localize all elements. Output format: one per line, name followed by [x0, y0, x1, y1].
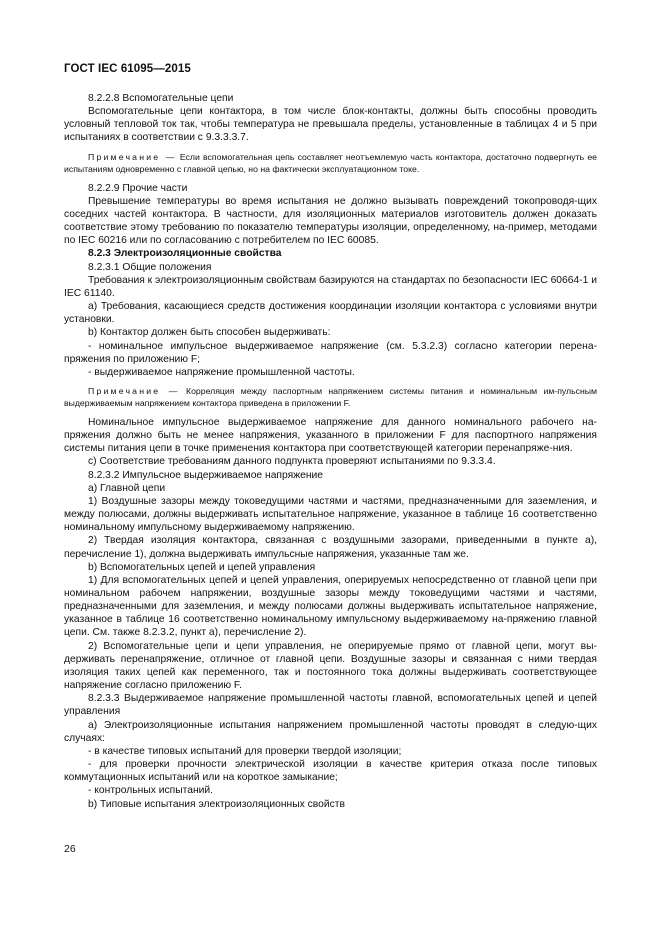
- note-text: Корреляция между паспортным напряжением системы питания и номинальным им-пульсным выдерживаемым напряжением контактора приведена в приложении F.: [64, 385, 598, 408]
- section-heading: 8.2.2.9 Прочие части: [88, 182, 188, 194]
- subsection-heading: a) Главной цепи: [88, 482, 166, 494]
- paragraph: c) Соответствие требованиям данного подпункта проверяют испытаниями по 9.3.3.4.: [88, 456, 496, 468]
- section-heading: 8.2.2.8 Вспомогательные цепи: [88, 93, 234, 104]
- note: [64, 385, 597, 409]
- list-item: - для проверки прочности электрической изоляции в качестве критерия отказа после типовых коммутационных испытаний или на короткое замыкание;: [64, 759, 597, 784]
- note-label: Примечание —: [88, 151, 177, 162]
- paragraph: 1) Для вспомогательных цепей и цепей управления, оперируемых непосредственно от главной цепи при номинальном рабочем напряжении, воздушные зазоры между токоведущими частями и частями, предназначенными для заземления, и между полюсами должны выдерживать испытательное напряжение, указанное в таблице 16 соответственно номинальному импульсному выдерживаемому на-пряжению главной цепи. См. также 8.2.3.2, пункт а), перечисление 2).: [64, 574, 597, 639]
- list-item: - контрольных испытаний.: [88, 785, 213, 797]
- document-body: [64, 92, 597, 811]
- subsection-heading: b) Вспомогательных цепей и цепей управления: [88, 561, 316, 573]
- note-text: Если вспомогательная цепь составляет неотъемлемую часть контактора, достаточно подвергнуть ее испытаниям одновременно с главной цепью, но на фактически эксплуатационном токе.: [64, 151, 597, 174]
- note-label: Примечание —: [88, 385, 180, 396]
- paragraph: Номинальное импульсное выдерживаемое напряжение для данного номинального рабочего на-пряжения должно быть не менее напряжения, указанного в приложении F для паспортного напряжения системы питания цепи в точке применения контактора при соответствующей категории перенапряже-ния.: [64, 416, 597, 455]
- page-number: 26: [64, 843, 76, 855]
- list-item: - выдерживаемое напряжение промышленной частоты.: [88, 366, 355, 378]
- list-item: - в качестве типовых испытаний для проверки твердой изоляции;: [88, 745, 402, 757]
- paragraph: Вспомогательные цепи контактора, в том числе блок-контакты, должны быть способны проводить условный тепловой ток так, чтобы температура не превышала пределы, установленные в таблицах 4 и 5 при испытаниях в соответствии с 9.3.3.3.7.: [64, 106, 597, 144]
- paragraph: a) Требования, касающиеся средств достижения координации изоляции контактора с условиями внутри установки.: [64, 301, 597, 326]
- paragraph: 2) Твердая изоляция контактора, связанная с воздушными зазорами, приведенными в пункте а), перечисление 1), должна выдерживать импульсные напряжения, указанные там же.: [64, 535, 597, 560]
- paragraph: Превышение температуры во время испытания не должно вызывать повреждений токопроводя-щих соседних частей контактора. В частности, для изоляционных материалов изготовитель должен доказать соответствие этому требованию по показателю температуры изоляции, определенному, на-пример, методами по IEC 60216 или по согласованию с потребителем по IEC 60085.: [64, 195, 597, 247]
- document-header: ГОСТ IEC 61095—2015: [64, 63, 191, 75]
- paragraph: a) Электроизоляционные испытания напряжением промышленной частоты проводят в следую-щих случаях:: [64, 719, 597, 744]
- section-heading-bold: 8.2.3 Электроизоляционные свойства: [88, 248, 282, 260]
- paragraph: b) Типовые испытания электроизоляционных свойств: [88, 798, 345, 810]
- list-item: - номинальное импульсное выдерживаемое напряжение (см. 5.3.2.3) согласно категории перена-пряжения по приложению F;: [64, 340, 597, 365]
- paragraph: Требования к электроизоляционным свойствам базируются на стандартах по безопасности IEC 60664-1 и IEC 61140.: [64, 274, 597, 299]
- paragraph: b) Контактор должен быть способен выдерживать:: [88, 327, 331, 339]
- paragraph: 2) Вспомогательные цепи и цепи управления, не оперируемые прямо от главной цепи, могут вы-держивать перенапряжение, отличное от главной цепи. Воздушные зазоры и связанная с ними твердая изоляция таких цепей как переменного, так и постоянного тока должны выдерживать соответствующее напряжение согласно приложению F.: [64, 640, 597, 692]
- section-heading: 8.2.3.2 Импульсное выдерживаемое напряжение: [88, 469, 323, 481]
- note: [64, 151, 597, 175]
- paragraph: 1) Воздушные зазоры между токоведущими частями и частями, предназначенными для заземления, и между полюсами, должны выдерживать испытательное напряжение, указанное в таблице 16 соответственно номинальному импульсному выдерживаемому напряжению.: [64, 495, 597, 534]
- section-heading: 8.2.3.1 Общие положения: [88, 261, 212, 273]
- section-heading: 8.2.3.3 Выдерживаемое напряжение промышленной частоты главной, вспомогательных цепей и цепей управления: [64, 693, 597, 718]
